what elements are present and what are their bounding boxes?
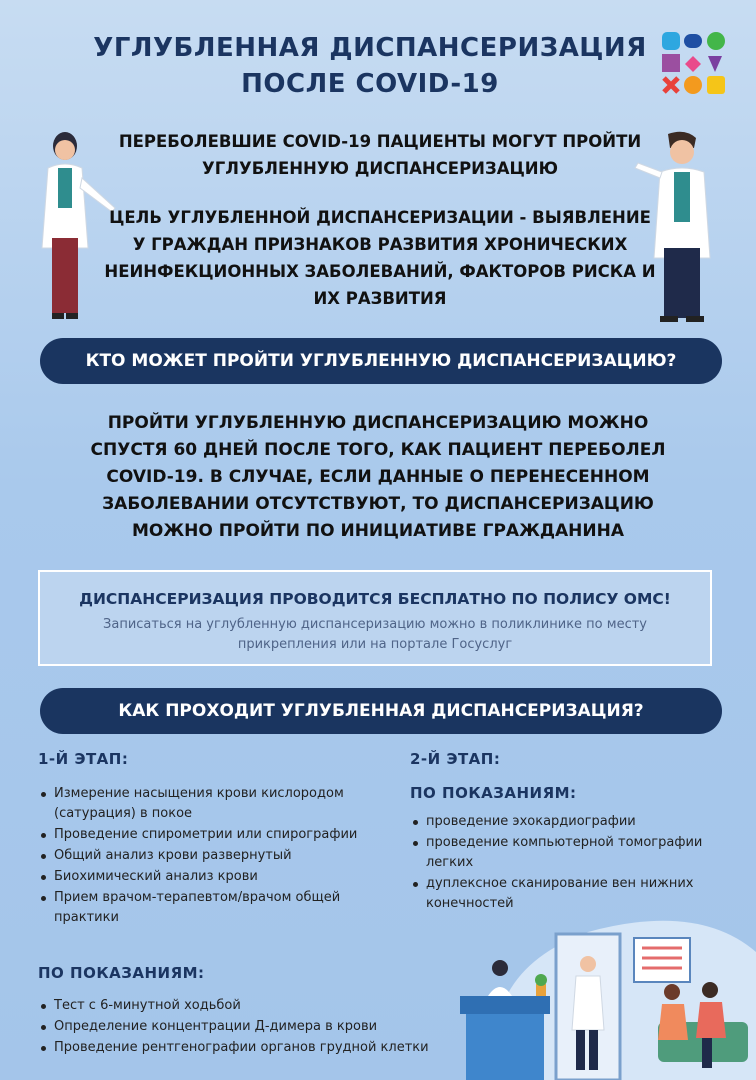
list-item: проведение эхокардиографии <box>410 812 710 832</box>
stage1-title: 1-Й ЭТАП: <box>38 750 129 768</box>
title-line-2: ПОСЛЕ COVID-19 <box>241 69 499 99</box>
list-item: Определение концентрации Д-димера в крови <box>38 1017 458 1037</box>
stage2-indications-title: ПО ПОКАЗАНИЯМ: <box>410 784 577 802</box>
oms-box <box>38 570 712 666</box>
list-item: Тест с 6-минутной ходьбой <box>38 996 458 1016</box>
oms-title: ДИСПАНСЕРИЗАЦИЯ ПРОВОДИТСЯ БЕСПЛАТНО ПО ПОЛИСУ ОМС! <box>79 590 671 608</box>
intro-line-1: ПЕРЕБОЛЕВШИЕ COVID-19 ПАЦИЕНТЫ МОГУТ ПРОЙТИ УГЛУБЛЕННУЮ ДИСПАНСЕРИЗАЦИЮ <box>118 132 642 178</box>
list-item: дуплексное сканирование вен нижних конечностей <box>410 874 710 914</box>
stage2-indications-list <box>410 812 710 915</box>
list-item: Проведение рентгенографии органов грудной клетки <box>38 1038 458 1058</box>
list-item: Общий анализ крови развернутый <box>38 846 378 866</box>
who-text: ПРОЙТИ УГЛУБЛЕННУЮ ДИСПАНСЕРИЗАЦИЮ МОЖНО СПУСТЯ 60 ДНЕЙ ПОСЛЕ ТОГО, КАК ПАЦИЕНТ ПЕРЕБОЛЕЛ COVID-19. В СЛУЧАЕ, ЕСЛИ ДАННЫЕ О ПЕРЕНЕСЕННОМ ЗАБОЛЕВАНИИ ОТСУТСТВУЮТ, ТО ДИСПАНСЕРИЗАЦИЮ МОЖНО ПРОЙТИ ПО ИНИЦИАТИВЕ ГРАЖДАНИНА <box>90 413 666 541</box>
list-item: проведение компьютерной томографии легких <box>410 833 710 873</box>
stage2-title: 2-Й ЭТАП: <box>410 750 501 768</box>
list-item: Проведение спирометрии или спирографии <box>38 825 378 845</box>
how-heading: КАК ПРОХОДИТ УГЛУБЛЕННАЯ ДИСПАНСЕРИЗАЦИЯ? <box>40 688 722 734</box>
clinic-illustration-icon <box>458 912 756 1080</box>
logo-icon <box>660 30 726 96</box>
page-title <box>60 30 680 102</box>
oms-subtitle: Записаться на углубленную диспансеризацию можно в поликлинике по месту прикрепления или на портале Госуслуг <box>103 617 647 652</box>
stage1-list <box>38 784 378 929</box>
stage1-indications-list <box>38 996 458 1059</box>
intro-line-2: ЦЕЛЬ УГЛУБЛЕННОЙ ДИСПАНСЕРИЗАЦИИ - ВЫЯВЛЕНИЕ У ГРАЖДАН ПРИЗНАКОВ РАЗВИТИЯ ХРОНИЧЕСКИХ НЕИНФЕКЦИОННЫХ ЗАБОЛЕВАНИЙ, ФАКТОРОВ РИСКА И ИХ РАЗВИТИЯ <box>104 208 656 308</box>
list-item: Биохимический анализ крови <box>38 867 378 887</box>
who-heading: КТО МОЖЕТ ПРОЙТИ УГЛУБЛЕННУЮ ДИСПАНСЕРИЗАЦИЮ? <box>40 338 722 384</box>
title-line-1: УГЛУБЛЕННАЯ ДИСПАНСЕРИЗАЦИЯ <box>93 33 647 63</box>
stage1-indications-title: ПО ПОКАЗАНИЯМ: <box>38 964 205 982</box>
intro-text <box>100 128 660 334</box>
list-item: Измерение насыщения крови кислородом (сатурация) в покое <box>38 784 378 824</box>
list-item: Прием врачом-терапевтом/врачом общей практики <box>38 888 378 928</box>
